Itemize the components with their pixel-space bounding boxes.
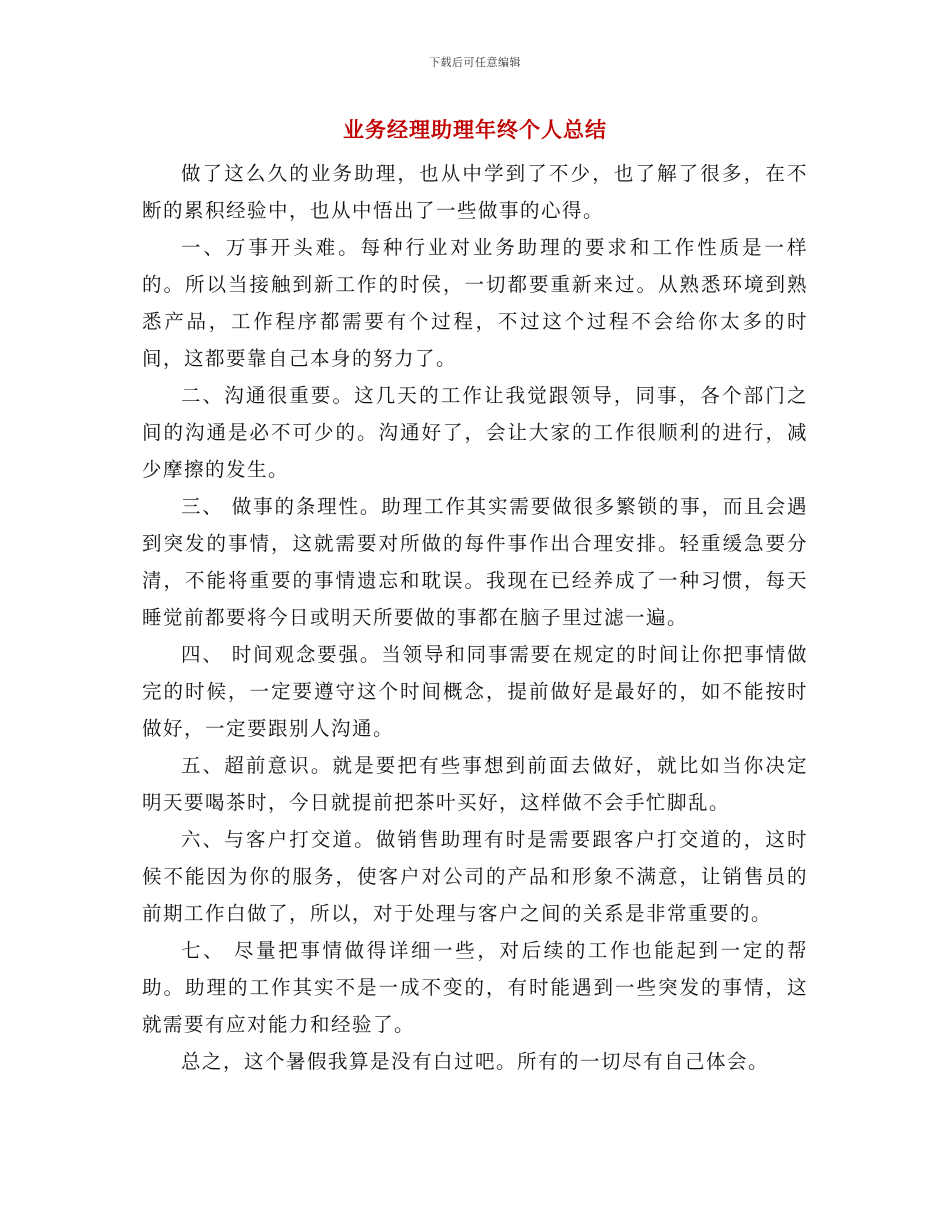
paragraph-5: 五、超前意识。就是要把有些事想到前面去做好，就比如当你决定明天要喝茶时，今日就提前把茶叶买好，这样做不会手忙脚乱。 [142, 754, 808, 814]
paragraph-conclusion: 总之，这个暑假我算是没有白过吧。所有的一切尽有自己体会。 [181, 1050, 770, 1073]
paragraph-7: 七、 尽量把事情做得详细一些，对后续的工作也能起到一定的帮助。助理的工作其实不是一成不变的，有时能遇到一些突发的事情，这就需要有应对能力和经验了。 [142, 939, 808, 1036]
paragraph-4: 四、 时间观念要强。当领导和同事需要在规定的时间让你把事情做完的时候，一定要遵守这个时间概念，提前做好是最好的，如不能按时做好，一定要跟别人沟通。 [142, 643, 808, 740]
paragraph-2: 二、沟通很重要。这几天的工作让我觉跟领导，同事，各个部门之间的沟通是必不可少的。沟通好了，会让大家的工作很顺利的进行，减少摩擦的发生。 [142, 384, 808, 481]
paragraph-3: 三、 做事的条理性。助理工作其实需要做很多繁锁的事，而且会遇到突发的事情，这就需要对所做的每件事作出合理安排。轻重缓急要分清，不能将重要的事情遗忘和耽误。我现在已经养成了一种习惯，每天睡觉前都要将今日或明天所要做的事都在脑子里过滤一遍。 [142, 495, 808, 629]
document-title: 业务经理助理年终个人总结 [343, 117, 607, 142]
paragraph-intro: 做了这么久的业务助理，也从中学到了不少，也了解了很多，在不断的累积经验中，也从中悟出了一些做事的心得。 [142, 162, 808, 222]
document-body [142, 155, 808, 1080]
paragraph-6: 六、与客户打交道。做销售助理有时是需要跟客户打交道的，这时候不能因为你的服务，使客户对公司的产品和形象不满意，让销售员的前期工作白做了，所以，对于处理与客户之间的关系是非常重要的。 [142, 828, 808, 925]
header-note: 下载后可任意编辑 [429, 56, 521, 69]
paragraph-1: 一、万事开头难。每种行业对业务助理的要求和工作性质是一样的。所以当接触到新工作的时侯，一切都要重新来过。从熟悉环境到熟悉产品，工作程序都需要有个过程，不过这个过程不会给你太多的时间，这都要靠自己本身的努力了。 [142, 236, 808, 370]
